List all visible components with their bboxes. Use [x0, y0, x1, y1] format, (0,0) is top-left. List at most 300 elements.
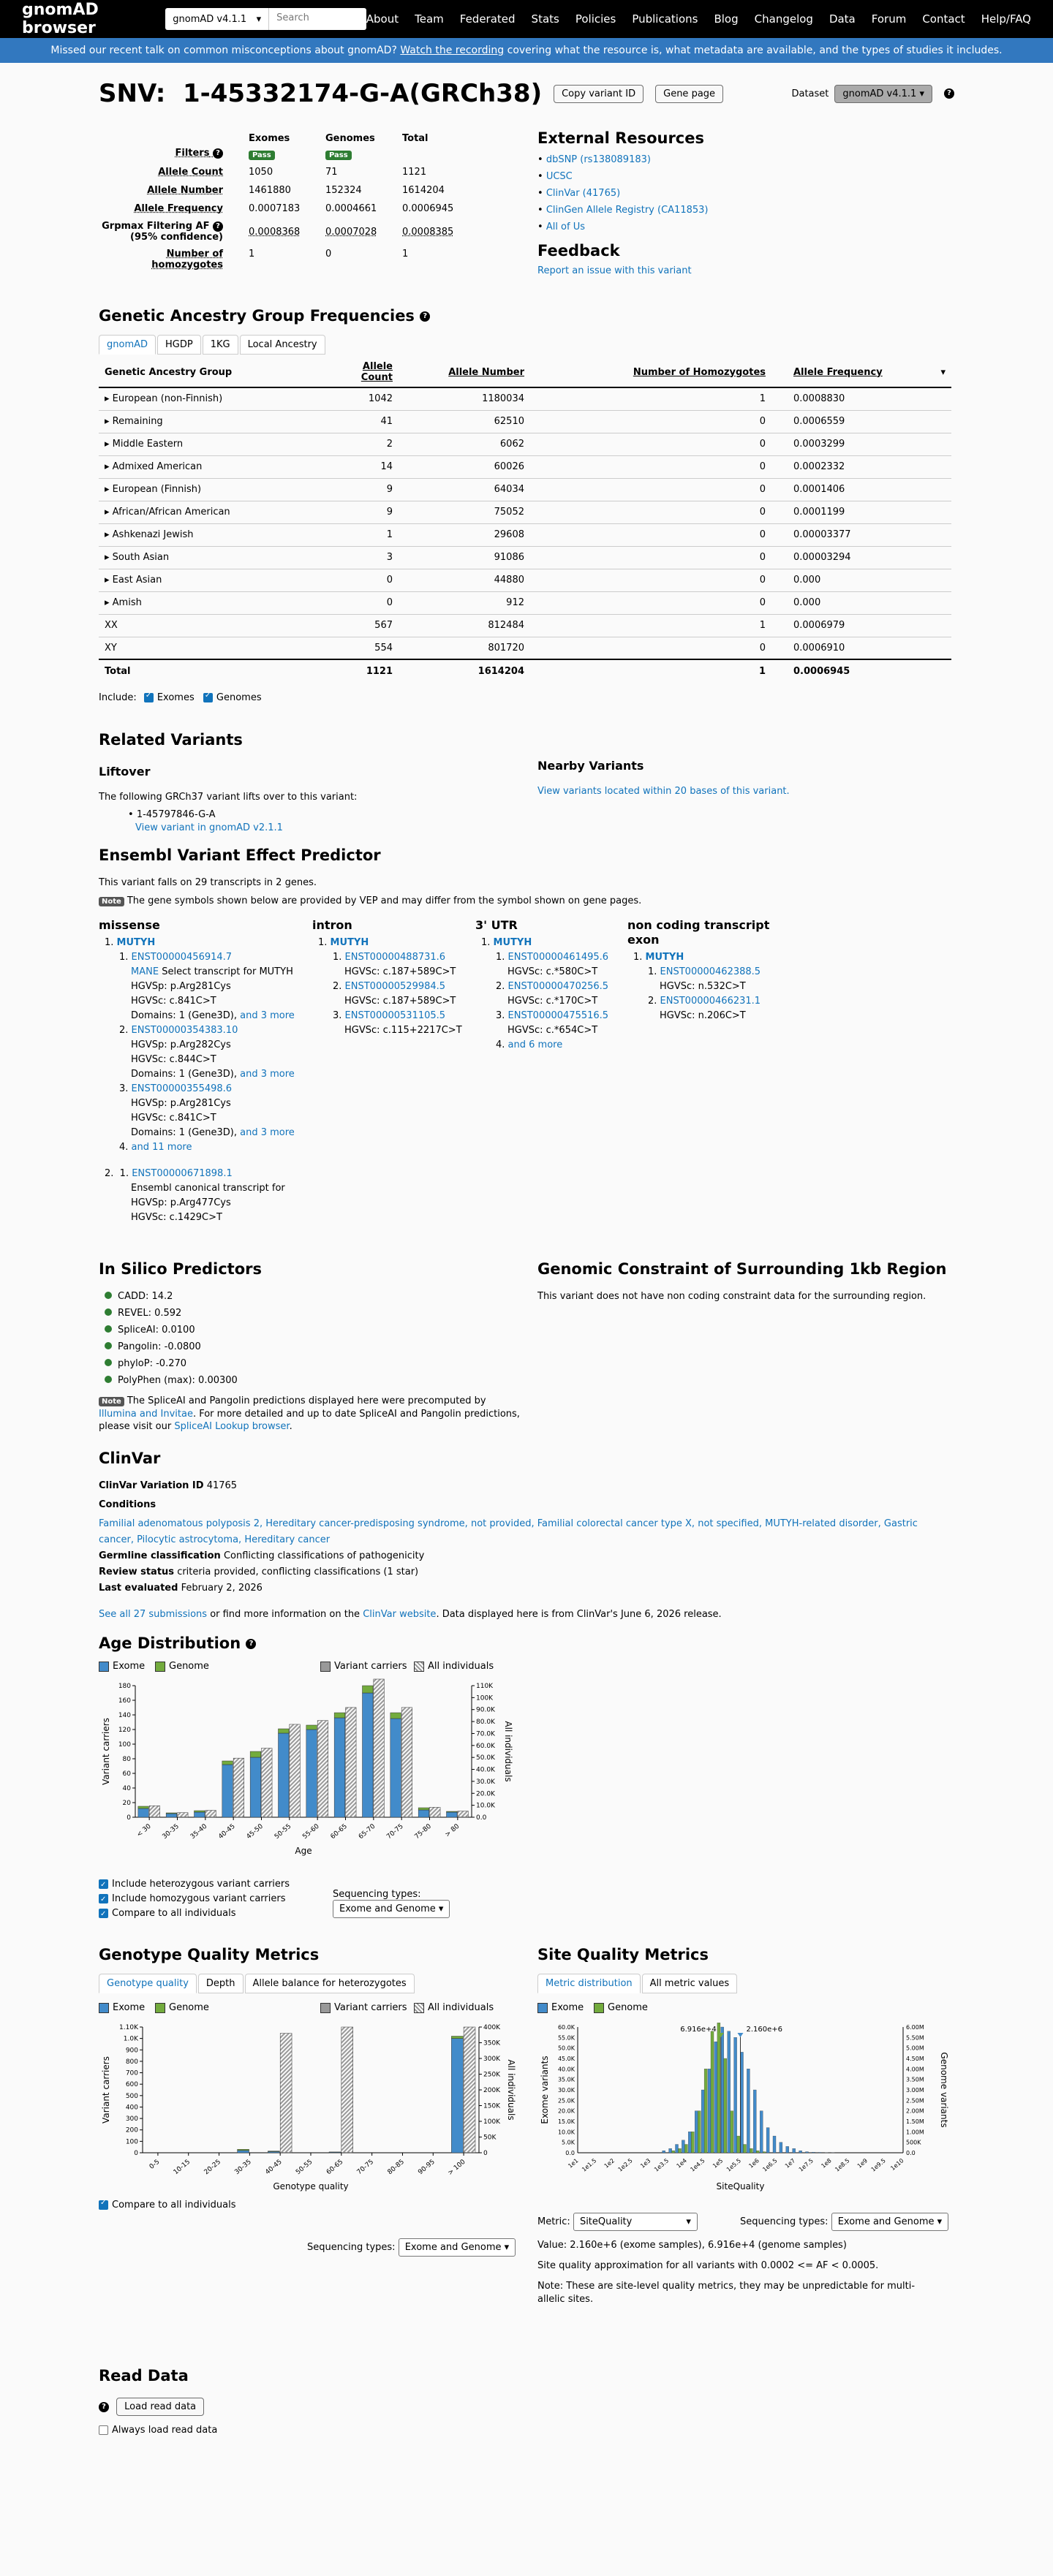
- genome-bar: [724, 2058, 727, 2153]
- related-title: Related Variants: [99, 731, 243, 749]
- table-cell: 0: [530, 591, 771, 614]
- tab-all-metric-values[interactable]: All metric values: [642, 1974, 738, 1993]
- exome-bar: [166, 1814, 177, 1817]
- y-tick-label: 150K: [483, 2102, 501, 2110]
- table-cell: 812484: [399, 614, 530, 637]
- table-cell: 1042: [325, 387, 399, 410]
- exome-bar: [669, 2148, 672, 2153]
- table-row: [99, 569, 951, 591]
- genome-bar: [672, 2151, 675, 2153]
- exome-bar: [786, 2146, 789, 2153]
- y-axis-label: Exome variants: [540, 2056, 550, 2124]
- y-tick-label: 140: [118, 1712, 131, 1719]
- y-axis-label: Genome variants: [939, 2052, 949, 2128]
- y-tick-label: 500: [125, 2092, 138, 2100]
- all-individuals-bar: [374, 1679, 385, 1817]
- x-tick-label: 1e9.5: [869, 2157, 887, 2173]
- exome-bar: [451, 2039, 463, 2153]
- table-cell[interactable]: ▸ African/African American: [99, 501, 325, 523]
- y-tick-label: 4.00M: [906, 2066, 924, 2073]
- y-tick-label: 160: [118, 1697, 131, 1705]
- legend-swatch: [155, 2003, 165, 2013]
- table-cell[interactable]: ▸ Amish: [99, 591, 325, 614]
- y-tick-label: 700: [125, 2069, 138, 2077]
- legend-swatch: [320, 2003, 331, 2013]
- exome-bar: [390, 1719, 401, 1817]
- nav-about[interactable]: About: [366, 12, 399, 26]
- clingen-link[interactable]: ClinGen Allele Registry (CA11853): [546, 205, 709, 216]
- main-nav: [366, 12, 1031, 26]
- exome-bar: [714, 2042, 717, 2153]
- nav-policies[interactable]: Policies: [575, 12, 616, 26]
- table-cell: 567: [325, 614, 399, 637]
- sequencing-types-select[interactable]: Exome and Genome ▾: [333, 1900, 450, 1918]
- exome-bar: [818, 2152, 821, 2153]
- y-tick-label: 4.50M: [906, 2056, 924, 2062]
- table-cell: 3: [325, 546, 399, 569]
- exome-bar: [688, 2132, 691, 2153]
- related-variants: Related Variants Liftover The following GRCh37 variant lifts over to this variant: • 1-45797846-G-A View variant in gnomAD v2.1.1 Nearby Variants View variants located within 20 bases of this variant.: [99, 731, 954, 835]
- x-tick-label: 30-35: [233, 2158, 253, 2177]
- heterozygous-checkbox[interactable]: [99, 1879, 108, 1889]
- nav-forum[interactable]: Forum: [871, 12, 907, 26]
- table-cell: 9: [325, 501, 399, 523]
- y-tick-label: 0: [483, 2150, 488, 2157]
- table-cell[interactable]: ▸ Ashkenazi Jewish: [99, 523, 325, 546]
- y-tick-label: 180: [118, 1683, 131, 1690]
- x-tick-label: 1e10: [889, 2157, 905, 2172]
- table-cell: XY: [99, 637, 325, 659]
- genome-bar: [679, 2148, 682, 2153]
- y-tick-label: 800: [125, 2058, 138, 2066]
- y-tick-label: 20: [122, 1800, 131, 1807]
- y-tick-label: 60: [122, 1770, 131, 1778]
- table-cell: 801720: [399, 637, 530, 659]
- table-cell: 0: [530, 637, 771, 659]
- load-read-data-button[interactable]: Load read data: [116, 2398, 204, 2416]
- help-icon[interactable]: ?: [944, 88, 954, 99]
- liftover-link[interactable]: View variant in gnomAD v2.1.1: [135, 822, 283, 833]
- table-row: [99, 591, 951, 614]
- constraint-section: Genomic Constraint of Surrounding 1kb Region This variant does not have non coding constraint data for the surrounding region.: [537, 1260, 947, 1302]
- exome-bar: [663, 2151, 665, 2153]
- age-section: Age Distribution ? Exome Genome Variant carriers All individuals 0 20 40 60 80 100 120 140 160 180 0.0 10.0K 20.0K 30.0K 40.0K 50.0K 60.0K 70.0K 80.0K 90.0K 100K 110K < 30 30-35 35-40 40-45 45-50 50-55 55-60 60-65 65-70 70-75 75-80 > 80 Age Variant carriers All individuals ✓Include heterozygous variant carriers ✓Include homozygous variant carriers ✓Compare to all individuals Sequencing types: Exome and Genome ▾: [99, 1634, 523, 1921]
- genome-bar: [750, 2148, 752, 2153]
- x-tick-label: 1e4.5: [689, 2157, 706, 2173]
- y-tick-label: 5.50M: [906, 2034, 924, 2042]
- nav-contact[interactable]: Contact: [922, 12, 965, 26]
- clinvar-link[interactable]: ClinVar (41765): [546, 188, 621, 199]
- table-cell: 0.000: [771, 569, 951, 591]
- y-tick-label: 0.0: [565, 2150, 575, 2156]
- x-tick-label: 65-70: [357, 1822, 377, 1841]
- nearby-variants-link[interactable]: View variants located within 20 bases of this variant.: [537, 786, 790, 797]
- table-cell: 14: [325, 455, 399, 478]
- genome-marker-label: 6.916e+4: [680, 2026, 717, 2034]
- genome-bar: [268, 2151, 279, 2152]
- y-tick-label: 55.0K: [557, 2034, 575, 2042]
- all-individuals-bar: [317, 1721, 328, 1817]
- x-tick-label: 1e6.5: [761, 2157, 779, 2173]
- y-tick-label: 90.0K: [476, 1706, 495, 1714]
- dataset-select[interactable]: gnomAD v4.1.1 ▾: [165, 8, 268, 30]
- genome-bar: [250, 1751, 261, 1757]
- y-tick-label: 5.0K: [562, 2139, 575, 2146]
- help-icon[interactable]: ?: [246, 1639, 256, 1649]
- table-cell: 0.0006945: [771, 659, 951, 682]
- genome-bar: [306, 1725, 317, 1730]
- legend-swatch: [99, 2003, 109, 2013]
- table-cell: 0.0006559: [771, 410, 951, 433]
- y-tick-label: 10.0K: [476, 1802, 495, 1810]
- exome-bar: [250, 1757, 261, 1817]
- tab-metric-distribution[interactable]: Metric distribution: [537, 1974, 641, 1993]
- exome-bar: [306, 1730, 317, 1817]
- include-exomes-checkbox[interactable]: [144, 693, 154, 702]
- x-tick-label: 1e6: [747, 2157, 760, 2170]
- x-tick-label: 70-75: [355, 2158, 376, 2177]
- compare-all-checkbox[interactable]: [99, 1909, 108, 1918]
- exome-bar: [773, 2136, 776, 2153]
- genome-bar: [717, 2023, 720, 2153]
- exome-bar: [799, 2151, 802, 2153]
- ancestry-title: Genetic Ancestry Group Frequencies: [99, 307, 415, 325]
- x-tick-label: 30-35: [161, 1822, 181, 1841]
- genome-bar: [698, 2111, 701, 2153]
- genome-bar: [222, 1761, 233, 1765]
- genome-bar: [447, 1811, 458, 1812]
- y-tick-label: 1.50M: [906, 2118, 924, 2125]
- table-row: [99, 455, 951, 478]
- table-cell: 41: [325, 410, 399, 433]
- all-individuals-bar: [464, 2027, 475, 2153]
- column-header[interactable]: Allele Count: [325, 357, 399, 387]
- copy-variant-id-button[interactable]: Copy variant ID: [554, 85, 644, 103]
- announcement-banner: Missed our recent talk on common misconceptions about gnomAD? Watch the recording covering what the resource is, what metadata are available, and the types of studies it includes.: [0, 38, 1053, 63]
- tab-1kg[interactable]: 1KG: [203, 335, 238, 355]
- exome-marker-label: 2.160e+6: [746, 2026, 783, 2034]
- x-tick-label: 70-75: [385, 1822, 405, 1841]
- exome-bar: [708, 2069, 711, 2153]
- nav-publications[interactable]: Publications: [632, 12, 698, 26]
- exome-bar: [334, 1718, 345, 1817]
- y-tick-label: 350K: [483, 2039, 501, 2047]
- x-tick-label: 60-65: [325, 2158, 345, 2177]
- table-row: [99, 410, 951, 433]
- table-cell: 912: [399, 591, 530, 614]
- legend-swatch: [320, 1662, 331, 1672]
- y-tick-label: 300: [125, 2115, 138, 2124]
- help-icon[interactable]: ?: [213, 221, 223, 232]
- y-tick-label: 60.0K: [557, 2024, 575, 2031]
- y-tick-label: 50.0K: [476, 1754, 495, 1762]
- y-tick-label: 25.0K: [557, 2097, 575, 2105]
- y-tick-label: 400K: [483, 2024, 501, 2031]
- y-tick-label: 400: [125, 2104, 138, 2112]
- tab-gnomad[interactable]: gnomAD: [99, 335, 156, 355]
- exome-bar: [780, 2143, 782, 2153]
- table-cell: 0: [530, 433, 771, 455]
- y-tick-label: 500K: [906, 2139, 921, 2146]
- table-row: [99, 523, 951, 546]
- genome-bar: [279, 1729, 290, 1733]
- y-tick-label: 35.0K: [557, 2076, 575, 2083]
- table-cell: 0: [530, 523, 771, 546]
- table-cell[interactable]: ▸ South Asian: [99, 546, 325, 569]
- table-cell: 2: [325, 433, 399, 455]
- table-cell: 0.0001199: [771, 501, 951, 523]
- metric-select[interactable]: SiteQuality ▾: [573, 2213, 698, 2231]
- table-cell: 0: [530, 546, 771, 569]
- column-header[interactable]: Number of Homozygotes: [530, 357, 771, 387]
- legend-swatch: [155, 1662, 165, 1672]
- x-tick-label: 1e2: [603, 2157, 616, 2170]
- exome-bar: [806, 2152, 809, 2153]
- watch-recording-link[interactable]: Watch the recording: [400, 45, 505, 56]
- tab-hgdp[interactable]: HGDP: [157, 335, 201, 355]
- exome-bar: [734, 2037, 737, 2153]
- genome-bar: [691, 2132, 694, 2153]
- genome-bar: [763, 2152, 766, 2153]
- genome-bar: [704, 2069, 707, 2153]
- table-cell: 60026: [399, 455, 530, 478]
- dbsnp-link[interactable]: dbSNP (rs138089183): [546, 154, 651, 165]
- y-tick-label: 50K: [483, 2134, 497, 2142]
- genome-bar: [334, 1713, 345, 1718]
- top-bar: [0, 0, 1053, 38]
- y-tick-label: 50.0K: [557, 2045, 575, 2052]
- x-tick-label: < 30: [135, 1822, 153, 1839]
- logo[interactable]: gnomAD browser: [22, 1, 99, 37]
- x-tick-label: 10-15: [172, 2158, 192, 2177]
- table-cell[interactable]: ▸ Admixed American: [99, 455, 325, 478]
- all-individuals-bar: [149, 1806, 160, 1817]
- ucsc-link[interactable]: UCSC: [546, 171, 573, 182]
- x-tick-label: > 80: [444, 1822, 461, 1839]
- x-tick-label: 1e1: [567, 2157, 580, 2170]
- legend-swatch: [99, 1662, 109, 1672]
- exome-bar: [676, 2145, 679, 2153]
- help-icon[interactable]: ?: [420, 311, 430, 322]
- genome-bar: [711, 2031, 714, 2153]
- sequencing-types-select[interactable]: Exome and Genome ▾: [399, 2238, 516, 2257]
- all-individuals-bar: [346, 1708, 357, 1817]
- help-icon[interactable]: ?: [99, 2402, 109, 2412]
- table-cell: 0.000: [771, 591, 951, 614]
- exome-bar: [741, 2052, 744, 2153]
- nav-blog[interactable]: Blog: [714, 12, 739, 26]
- search-input[interactable]: Search: [268, 8, 366, 30]
- allofus-link[interactable]: All of Us: [546, 221, 586, 232]
- exome-bar: [728, 2031, 731, 2153]
- gq-section: Genotype Quality Metrics Genotype quality Depth Allele balance for heterozygotes Exome Genome Variant carriers All individuals 0 100 200 300 400 500 600 700 800 900 1.0K 1.10K 0 50K 100K 150K 200K 250K 300K 350K 400K 0-5 10-15 20-25 30-35 40-45 50-55 60-65 70-75 80-85 90-95 > 100 Genotype quality Variant carriers All individuals ✓Compare to all individuals Sequencing types: Exome and Genome ▾: [99, 1946, 523, 2211]
- x-tick-label: 40-45: [264, 2158, 284, 2177]
- table-cell: 0.0002332: [771, 455, 951, 478]
- x-tick-label: 80-85: [386, 2158, 406, 2177]
- gq-chart: [99, 2020, 523, 2195]
- y-tick-label: 0: [127, 1814, 131, 1822]
- status-dot: [105, 1325, 112, 1333]
- y-tick-label: 0: [134, 2150, 138, 2157]
- y-tick-label: 15.0K: [557, 2118, 575, 2125]
- column-header[interactable]: Allele Number: [399, 357, 530, 387]
- exome-bar: [793, 2148, 796, 2153]
- y-tick-label: 200: [125, 2126, 138, 2134]
- table-cell: 0: [530, 455, 771, 478]
- age-chart: [99, 1678, 523, 1868]
- nav-federated[interactable]: Federated: [459, 12, 516, 26]
- nav-team[interactable]: Team: [415, 12, 444, 26]
- all-individuals-bar: [280, 2034, 292, 2153]
- x-axis-label: Genotype quality: [273, 2181, 349, 2192]
- exome-bar: [701, 2090, 704, 2153]
- table-cell: 62510: [399, 410, 530, 433]
- table-cell: 554: [325, 637, 399, 659]
- genome-bar: [238, 2149, 249, 2151]
- table-row: [99, 433, 951, 455]
- y-tick-label: 600: [125, 2081, 138, 2089]
- table-cell[interactable]: ▸ Remaining: [99, 410, 325, 433]
- y-tick-label: 10.0K: [557, 2129, 575, 2136]
- table-cell: 0: [530, 478, 771, 501]
- genome-bar: [744, 2145, 747, 2153]
- x-tick-label: 45-50: [245, 1822, 265, 1841]
- x-tick-label: 1e7: [783, 2157, 797, 2170]
- y-tick-label: 1.0K: [123, 2035, 138, 2043]
- report-issue-link[interactable]: Report an issue with this variant: [537, 265, 692, 276]
- homozygous-checkbox[interactable]: [99, 1894, 108, 1903]
- table-cell: 0: [325, 569, 399, 591]
- sq-section: Site Quality Metrics Metric distribution All metric values Exome Genome 0.0 5.0K 10.0K 15.0K 20.0K 25.0K 30.0K 35.0K 40.0K 45.0K 50.0K 55.0K 60.0K 0.0 500K 1.00M 1.50M 2.00M 2.50M 3.00M 3.50M 4.00M 4.50M 5.00M 5.50M 6.00M 1e1 1e1.5 1e2 1e2.5 1e3 1e3.5 1e4 1e4.5 1e5 1e5.5 1e6 1e6.5 1e7 1e7.5 1e8 1e8.5 1e9 1e9.5 1e10 6.916e+4 2.160e+6 SiteQuality Exome variants Genome variants Metric: SiteQuality ▾ Sequencing types: Exome and Genome ▾ Value: 2.160e+6 (exome samples), 6.916e+4 (genome samples) Site quality approximation for all variants with 0.0002 <= AF < 0.0005. Note: These are site-level quality metrics, they may be unpredictable for multi-allelic sites.: [537, 1946, 954, 2306]
- table-cell: 0.00003377: [771, 523, 951, 546]
- table-cell[interactable]: ▸ Middle Eastern: [99, 433, 325, 455]
- status-dot: [105, 1376, 112, 1383]
- x-tick-label: 1e5.5: [725, 2157, 743, 2173]
- genome-bar: [737, 2136, 740, 2153]
- y-tick-label: 70.0K: [476, 1730, 495, 1738]
- exome-bar: [812, 2152, 815, 2153]
- nav-changelog[interactable]: Changelog: [754, 12, 813, 26]
- help-icon[interactable]: ?: [213, 148, 223, 159]
- exome-bar: [138, 1808, 149, 1817]
- status-dot: [105, 1292, 112, 1299]
- x-tick-label: 1e8: [820, 2157, 833, 2170]
- y-tick-label: 100K: [483, 2118, 501, 2126]
- legend-swatch: [594, 2003, 604, 2013]
- exome-bar: [753, 2090, 756, 2153]
- table-cell: 75052: [399, 501, 530, 523]
- all-individuals-bar: [290, 1724, 301, 1817]
- exome-bar: [195, 1812, 205, 1817]
- y-tick-label: 2.50M: [906, 2097, 924, 2105]
- vep-section: Ensembl Variant Effect Predictor This variant falls on 29 transcripts in 2 genes. Note The gene symbols shown below are provided by VEP and may differ from the symbol shown on gene pages. missense 1. MUTYH 1. ENST00000456914.7 MANE Select transcript for MUTYH HGVSp: p.Arg281Cys HGVSc: c.841C>T Domains: 1 (Gene3D), and 3 more 2. ENST00000354383.10 HGVSp: p.Arg282Cys HGVSc: c.844C>T Domains: 1 (Gene3D), and 3 more 3. ENST00000355498.6 HGVSp: p.Arg281Cys HGVSc: c.841C>T Domains: 1 (Gene3D), and 3 more 4. and 11 more 2. 1. ENST00000671898.1 Ensembl canonical transcript for HGVSp: p.Arg477Cys HGVSc: c.1429C>T intron 1. MUTYH 1. ENST00000488731.6 HGVSc: c.187+589C>T 2. ENST00000529984.5 HGVSc: c.187+589C>T 3. ENST00000531105.5 HGVSc: c.115+2217C>T 3' UTR 1. MUTYH 1. ENST00000461495.6 HGVSc: c.*580C>T 2. ENST00000470256.5 HGVSc: c.*170C>T 3. ENST00000475516.5 HGVSc: c.*654C>T 4. and 6 more non coding transcript exon 1. MUTYH 1. ENST00000462388.5 HGVSc: n.532C>T 2. ENST00000466231.1 HGVSc: n.206C>T: [99, 846, 770, 1223]
- x-tick-label: 20-25: [203, 2158, 223, 2177]
- gene-page-button[interactable]: Gene page: [655, 85, 723, 103]
- table-cell: 1: [530, 387, 771, 410]
- all-individuals-bar: [458, 1811, 469, 1817]
- x-tick-label: 1e9: [856, 2157, 869, 2170]
- table-row: [99, 637, 951, 659]
- exome-bar: [363, 1693, 374, 1817]
- y-tick-label: 40: [122, 1785, 131, 1792]
- y-tick-label: 60.0K: [476, 1742, 495, 1750]
- ancestry-section: Genetic Ancestry Group Frequencies ? gnomAD HGDP 1KG Local Ancestry Genetic Ancestry Group Allele Count Allele Number Number of Homozygotes Allele Frequency ▾ ▸ European (non-Finnish) 1042 1180034 1 0.0008830 ▸ Remaining 41 62510 0 0.0006559 ▸ Middle Eastern 2 6062 0 0.0003299 ▸ Admixed American 14 60026 0 0.0002332 ▸ European (Finnish) 9 64034 0 0.0001406 ▸ African/African American 9 75052 0 0.0001199 ▸ Ashkenazi Jewish 1 29608 0 0.00003377 ▸ South Asian 3 91086 0 0.00003294 ▸ East Asian 0 44880 0 0.000 ▸ Amish 0 912 0 0.000 XX 567 812484 1 0.0006979 XY 554 801720 0 0.0006910 Total 1121 1614204 1 0.0006945 Include: ✓ Exomes ✓ Genomes: [99, 307, 951, 703]
- x-tick-label: 1e5: [711, 2157, 725, 2170]
- y-tick-label: 250K: [483, 2071, 501, 2079]
- nav-stats[interactable]: Stats: [531, 12, 559, 26]
- x-tick-label: 40-45: [217, 1822, 237, 1841]
- x-axis-label: Age: [295, 1846, 312, 1856]
- table-cell: 0.0006910: [771, 637, 951, 659]
- table-row: [99, 546, 951, 569]
- table-cell: Total: [99, 659, 325, 682]
- y-tick-label: 100: [118, 1741, 131, 1749]
- table-cell: 0: [530, 501, 771, 523]
- compare-all-checkbox[interactable]: [99, 2200, 108, 2210]
- table-cell: 0: [530, 569, 771, 591]
- nav-data[interactable]: Data: [829, 12, 856, 26]
- tab-allele-balance[interactable]: Allele balance for heterozygotes: [245, 1974, 415, 1993]
- read-data-section: Read Data ? Load read data Always load read data: [99, 2367, 218, 2436]
- status-dot: [105, 1308, 112, 1316]
- dataset-dropdown[interactable]: gnomAD v4.1.1 ▾: [834, 85, 932, 103]
- table-cell: 0.0003299: [771, 433, 951, 455]
- sequencing-types-select[interactable]: Exome and Genome ▾: [831, 2213, 948, 2231]
- x-tick-label: 1e8.5: [834, 2157, 851, 2173]
- y-tick-label: 300K: [483, 2056, 501, 2063]
- genome-bar: [390, 1713, 401, 1719]
- y-tick-label: 40.0K: [557, 2066, 575, 2073]
- y-tick-label: 30.0K: [476, 1778, 495, 1786]
- x-tick-label: 55-60: [301, 1822, 321, 1841]
- table-cell[interactable]: ▸ East Asian: [99, 569, 325, 591]
- table-cell[interactable]: ▸ European (Finnish): [99, 478, 325, 501]
- x-tick-label: 1e2.5: [616, 2157, 634, 2173]
- sq-chart: [537, 2020, 954, 2195]
- y-tick-label: 80.0K: [476, 1719, 495, 1727]
- y-axis-label: Variant carriers: [101, 2056, 111, 2124]
- x-tick-label: 1e7.5: [797, 2157, 815, 2173]
- table-cell: 64034: [399, 478, 530, 501]
- always-load-checkbox[interactable]: [99, 2425, 108, 2435]
- genome-bar: [418, 1808, 429, 1810]
- tab-genotype-quality[interactable]: Genotype quality: [99, 1974, 197, 1993]
- exome-bar: [279, 1733, 290, 1817]
- column-header[interactable]: Allele Frequency ▾: [771, 357, 951, 387]
- exome-bar: [760, 2111, 763, 2153]
- x-tick-label: 35-40: [189, 1822, 209, 1841]
- table-cell: 1614204: [399, 659, 530, 682]
- table-cell: 9: [325, 478, 399, 501]
- nav-help[interactable]: Help/FAQ: [981, 12, 1031, 26]
- include-genomes-checkbox[interactable]: [203, 693, 213, 702]
- table-row: [99, 614, 951, 637]
- chevron-down-icon: ▾: [256, 13, 262, 25]
- all-individuals-bar: [233, 1758, 244, 1817]
- y-tick-label: 120: [118, 1727, 131, 1734]
- exome-bar: [682, 2140, 684, 2153]
- y-tick-label: 3.00M: [906, 2087, 924, 2094]
- x-tick-label: 0-5: [148, 2158, 162, 2171]
- x-tick-label: 60-65: [329, 1822, 349, 1841]
- table-cell[interactable]: ▸ European (non-Finnish): [99, 387, 325, 410]
- column-header[interactable]: Genetic Ancestry Group: [99, 357, 325, 387]
- tab-local-ancestry[interactable]: Local Ancestry: [240, 335, 325, 355]
- exome-bar: [721, 2027, 724, 2153]
- tab-depth[interactable]: Depth: [198, 1974, 244, 1993]
- table-cell: 0.0008830: [771, 387, 951, 410]
- table-cell: XX: [99, 614, 325, 637]
